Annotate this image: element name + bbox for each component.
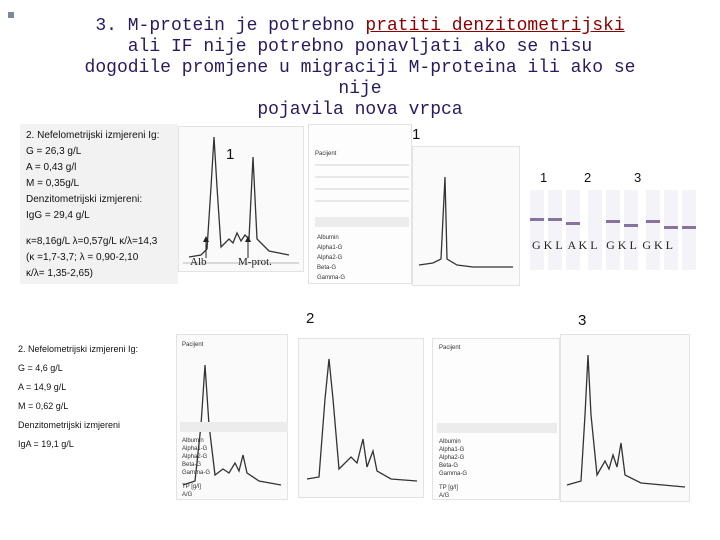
densitometry-scan-3 [298, 338, 424, 498]
case-label-2: 2 [306, 310, 315, 327]
gel-lane-letters: G K L A K L G K L G K L [532, 238, 673, 252]
svg-text:A/G: A/G [439, 493, 450, 499]
svg-text:Gamma-G: Gamma-G [317, 275, 346, 281]
svg-text:Gamma-G: Gamma-G [182, 470, 211, 476]
densitometry-report-2 [176, 338, 294, 500]
report-patient-label: Pacijent [315, 151, 337, 157]
svg-text:Albumin: Albumin [182, 438, 204, 444]
svg-text:A/G: A/G [182, 492, 193, 498]
svg-text:TP [g/l]: TP [g/l] [439, 485, 458, 491]
lane-label-3: 3 [634, 170, 642, 185]
densitometry-report-3 [432, 338, 560, 500]
svg-text:TP [g/l]: TP [g/l] [182, 484, 201, 490]
gel-label-1: 1 [412, 126, 421, 143]
svg-text:Beta-G: Beta-G [439, 463, 459, 469]
lab-results-box-1: 2. Nefelometrijski izmjereni Ig: G = 26,3 g/L A = 0,43 g/l M = 0,35g/L Denzitometrijski izmjereni: IgG = 29,4 g/L κ=8,16g/L λ=0,57g/L κ/λ=14,3 (κ =1,7-3,7; λ = 0,90-2,10 κ/λ= 1,35-2,65) [20, 124, 178, 284]
svg-text:Pacijent: Pacijent [182, 342, 204, 348]
slide-bullet [8, 12, 14, 18]
svg-text:Beta-G: Beta-G [182, 462, 202, 468]
svg-text:Albumin: Albumin [439, 439, 461, 445]
case-label-3: 3 [578, 312, 587, 329]
mprot-label: M-prot. [238, 256, 272, 268]
svg-text:Beta-G: Beta-G [317, 265, 337, 271]
svg-text:Alpha1-G: Alpha1-G [182, 446, 208, 452]
densitometry-report-1 [308, 124, 412, 284]
svg-text:Alpha1-G: Alpha1-G [317, 245, 343, 251]
densitometry-scan-4 [560, 334, 690, 502]
svg-text:Albumin: Albumin [317, 235, 339, 241]
svg-text:Alpha2-G: Alpha2-G [182, 454, 208, 460]
svg-text:Alpha2-G: Alpha2-G [317, 255, 343, 261]
svg-text:Gamma-G: Gamma-G [439, 471, 468, 477]
lane-label-1: 1 [540, 170, 548, 185]
title-underlined: pratiti denzitometrijski [365, 16, 625, 36]
immunofixation-gel [530, 190, 696, 270]
densitometry-strip [412, 146, 520, 286]
svg-text:Alpha2-G: Alpha2-G [439, 455, 465, 461]
slide-title: 3. M-protein je potrebno pratiti denzitometrijski ali IF nije potrebno ponavljati ako se nisu dogodile promjene u migraciji M-proteina ili ako se nije pojavila nova vrpca [84, 16, 636, 120]
lab-results-box-2: 2. Nefelometrijski izmjereni Ig: G = 4,6 g/L A = 14,9 g/L M = 0,62 g/L Denzitometrijski izmjereni IgA = 19,1 g/L [18, 344, 139, 449]
lane-label-2: 2 [584, 170, 592, 185]
svg-text:Pacijent: Pacijent [439, 345, 461, 351]
alb-label: Alb [190, 256, 207, 268]
peak-label-1: 1 [226, 146, 235, 163]
svg-text:Alpha1-G: Alpha1-G [439, 447, 465, 453]
